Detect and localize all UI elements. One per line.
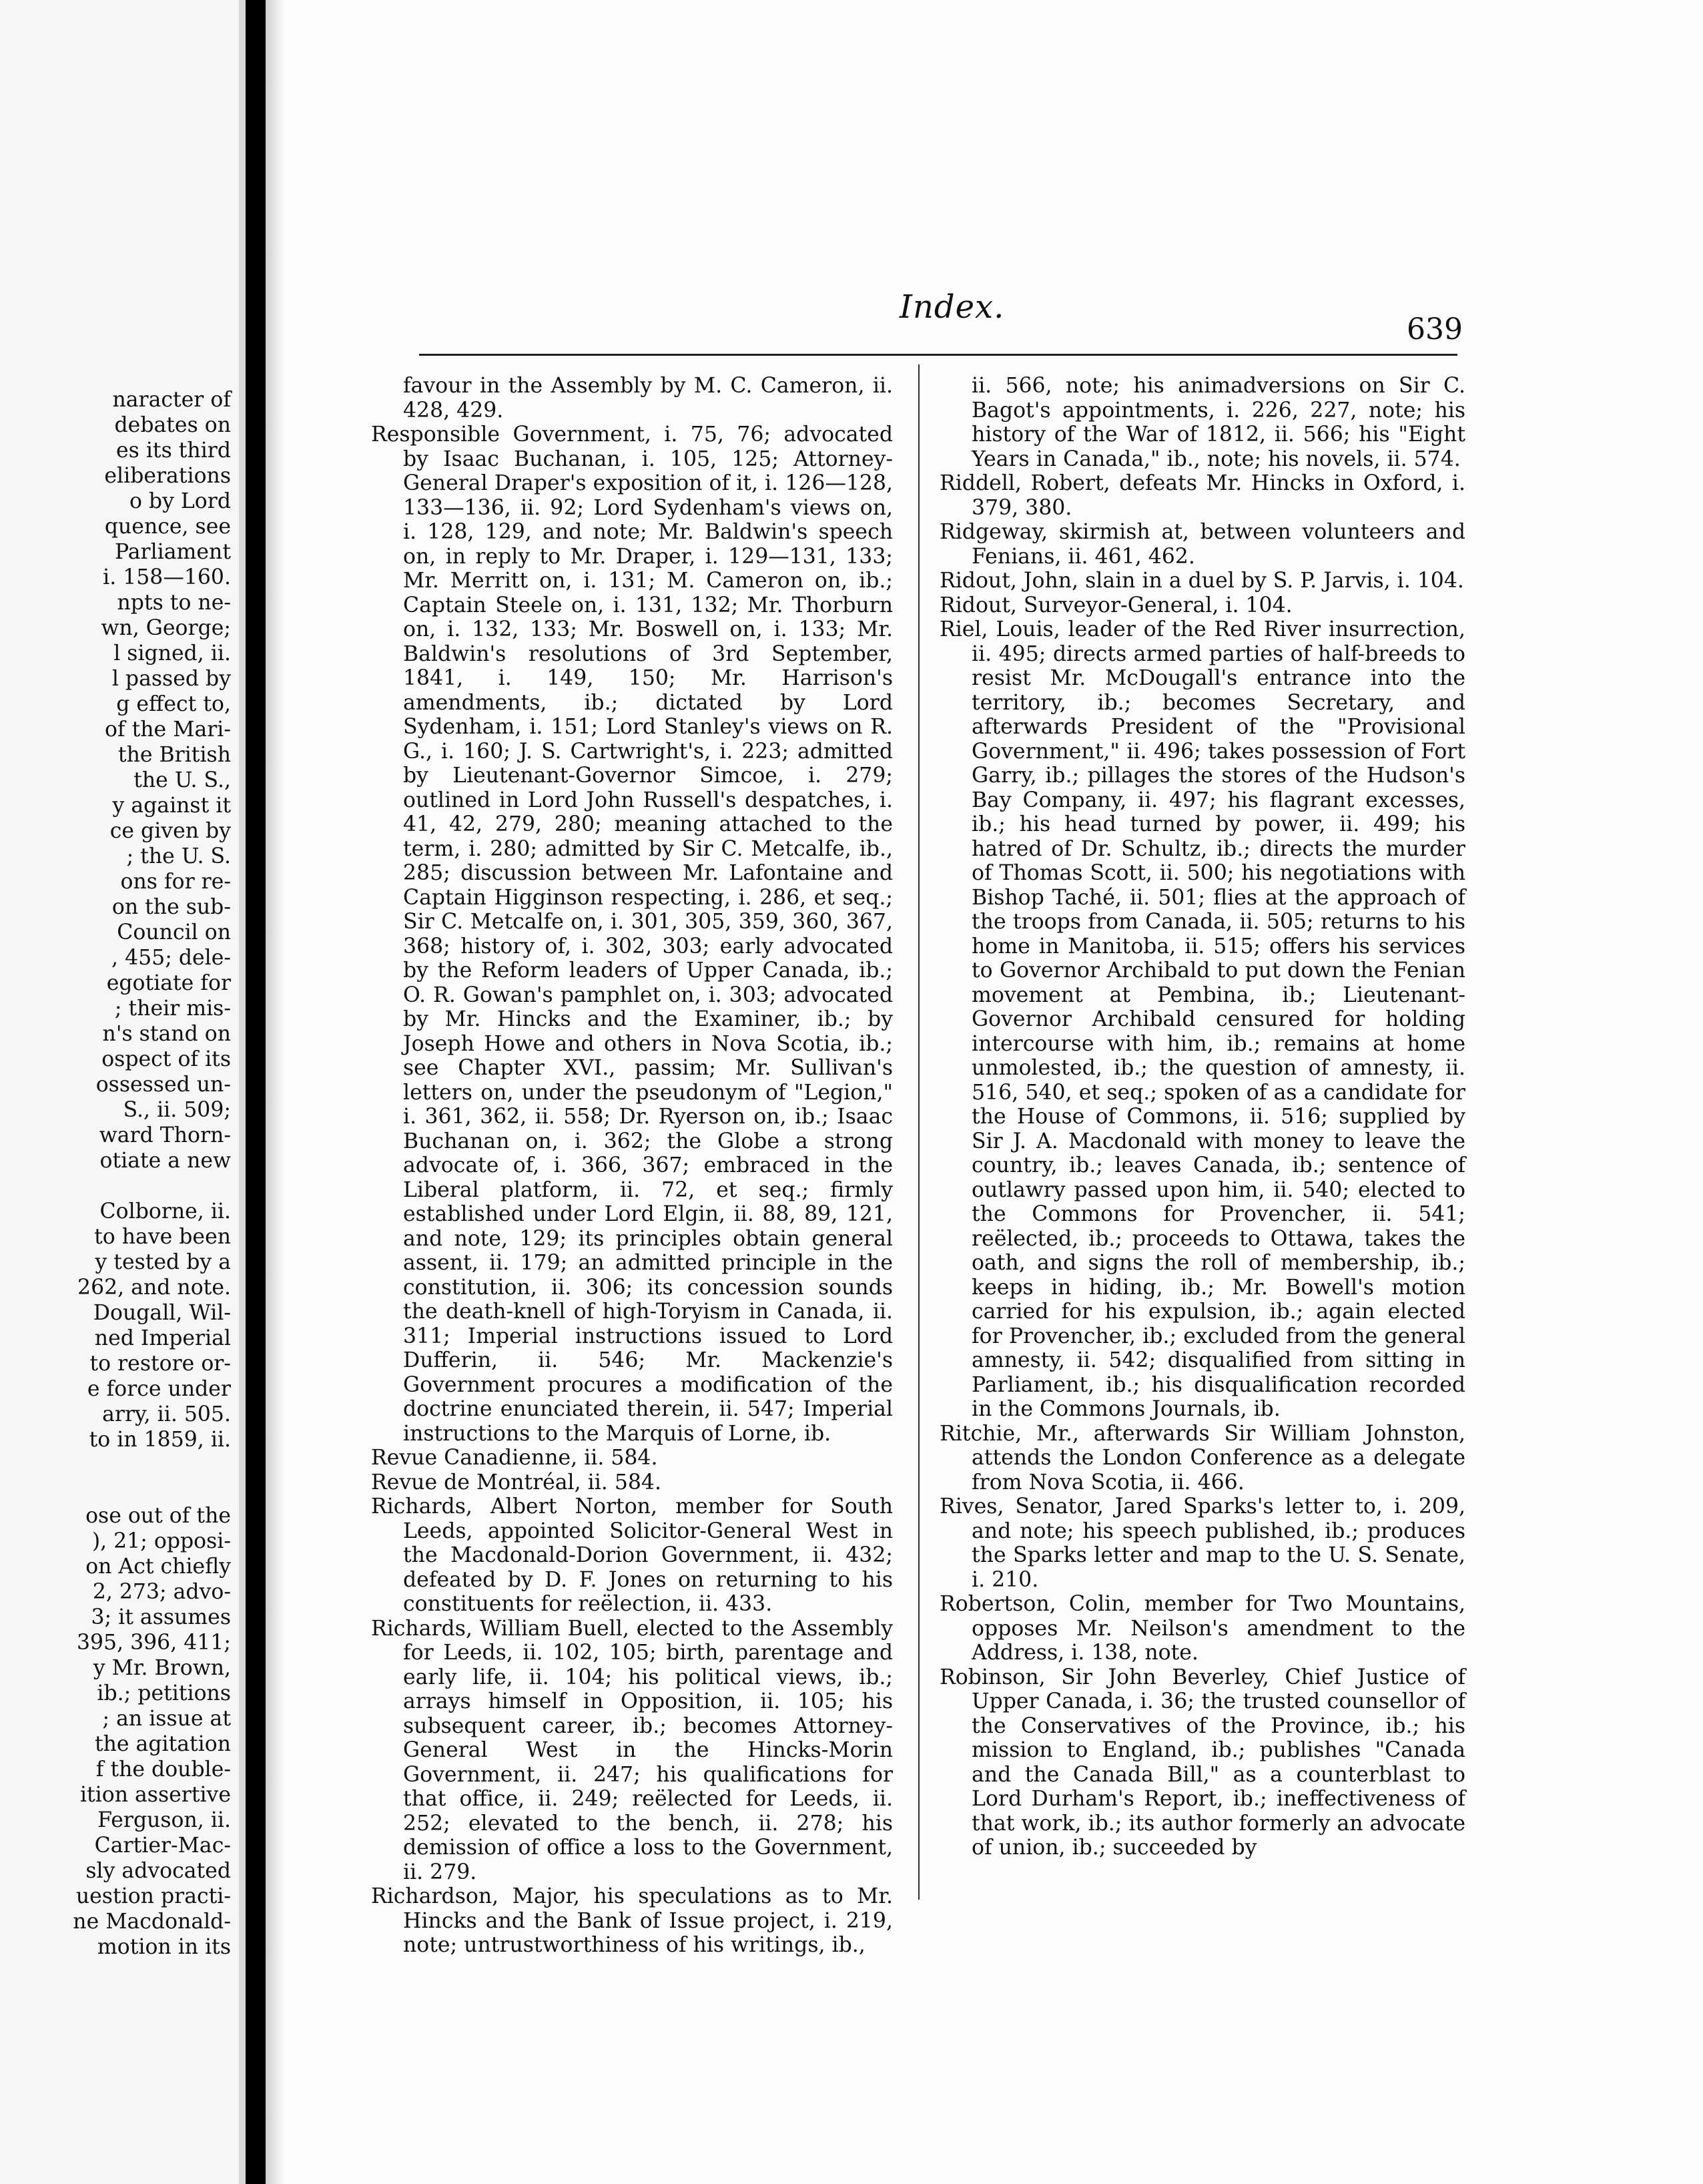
index-entry: Revue Canadienne, ii. 584.	[371, 1446, 658, 1470]
facing-page-line: on the sub-	[111, 895, 231, 919]
index-entry: Rives, Senator, Jared Sparks's letter to, i. 209, and note; his speech published, ib.; produces the Sparks letter and map to the U. S. Senate, i. 210.	[940, 1494, 1465, 1592]
facing-page-line: naracter of	[112, 388, 231, 412]
facing-page-line: i. 158—160.	[103, 565, 231, 589]
facing-page-line	[73, 1173, 231, 1199]
facing-page-line	[73, 1452, 231, 1478]
facing-page-line: on Act chiefly	[85, 1555, 231, 1579]
facing-page-line: f the double-	[95, 1757, 231, 1782]
facing-page-line	[73, 1478, 231, 1503]
index-column-right	[940, 374, 1465, 1860]
facing-page-line: Cartier-Mac-	[94, 1834, 231, 1858]
facing-page-line: otiate a new	[99, 1149, 231, 1173]
index-entry: Ridout, Surveyor-General, i. 104.	[940, 593, 1293, 617]
facing-page-line: ned Imperial	[94, 1326, 231, 1350]
index-entry: ii. 566, note; his animadversions on Sir C. Bagot's appointments, i. 226, 227, note; his history of the War of 1812, ii. 566; his "Eight Years in Canada," ib., note; his novels, ii. 574.	[972, 374, 1465, 471]
facing-page-line: ne Macdonald-	[73, 1910, 231, 1934]
facing-page-line: arry, ii. 505.	[102, 1402, 231, 1426]
facing-page	[0, 0, 246, 2184]
facing-page-line: of the Mari-	[104, 718, 231, 742]
header-rule	[419, 354, 1457, 356]
facing-page-line: eliberations	[104, 464, 231, 488]
index-entry: Ridgeway, skirmish at, between volunteers and Fenians, ii. 461, 462.	[940, 520, 1465, 569]
facing-page-line: uestion practi-	[75, 1884, 231, 1908]
facing-page-line: y Mr. Brown,	[93, 1656, 231, 1680]
index-entry: Ritchie, Mr., afterwards Sir William Johnston, attends the London Conference as a delegate from Nova Scotia, ii. 466.	[940, 1421, 1465, 1494]
facing-page-line: S., ii. 509;	[123, 1098, 231, 1122]
index-entry: Robinson, Sir John Beverley, Chief Justice of Upper Canada, i. 36; the trusted counsellor of the Conservatives of the Province, ib.; his mission to England, ib.; publishes "Canada and the Canada Bill," as a counterblast to Lord Durham's Report, ib.; ineffectiveness of that work, ib.; its author formerly an advocate of union, ib.; succeeded by	[940, 1665, 1465, 1860]
index-entry: Richards, William Buell, elected to the Assembly for Leeds, ii. 102, 105; birth, parentage and early life, ii. 104; his political views, ib.; arrays himself in Opposition, ii. 105; his subsequent career, ib.; becomes Attorney-General West in the Hincks-Morin Government, ii. 247; his qualifications for that office, ii. 249; reëlected for Leeds, ii. 252; elevated to the bench, ii. 278; his demission of office a loss to the Government, ii. 279.	[371, 1616, 893, 1884]
facing-page-line: l signed, ii.	[113, 641, 231, 665]
facing-page-line: the U. S.,	[133, 768, 231, 792]
index-entry: Riel, Louis, leader of the Red River insurrection, ii. 495; directs armed parties of half-breeds to resist Mr. McDougall's entrance into the territory, ib.; becomes Secretary, and afterwards President of the "Provisional Government," ii. 496; takes possession of Fort Garry, ib.; pillages the stores of the Hudson's Bay Company, ii. 497; his flagrant excesses, ib.; his head turned by power, ii. 499; his hatred of Dr. Schultz, ib.; directs the murder of Thomas Scott, ii. 500; his negotiations with Bishop Taché, ii. 501; flies at the approach of the troops from Canada, ii. 505; returns to his home in Manitoba, ii. 515; offers his services to Governor Archibald to put down the Fenian movement at Pembina, ib.; Lieutenant-Governor Archibald censured for holding intercourse with him, ib.; remains at home unmolested, ib.; the question of amnesty, ii. 516, 540, et seq.; spoken of as a candidate for the House of Commons, ii. 516; supplied by Sir J. A. Macdonald with money to leave the country, ib.; leaves Canada, ib.; sentence of outlawry passed upon him, ii. 540; elected to the Commons for Provencher, ii. 541; reëlected, ib.; proceeds to Ottawa, takes the oath, and signs the roll of membership, ib.; keeps in hiding, ib.; Mr. Bowell's motion carried for his expulsion, ib.; again elected for Provencher, ib.; excluded from the general amnesty, ii. 542; disqualified from sitting in Parliament, ib.; his disqualification recorded in the Commons Journals, ib.	[940, 617, 1465, 1421]
index-entry: Richardson, Major, his speculations as to Mr. Hincks and the Bank of Issue project, i. 219, note; untrustworthiness of his writings, ib.,	[371, 1884, 893, 1957]
facing-page-line: Ferguson, ii.	[97, 1808, 231, 1832]
facing-page-line: , 455; dele-	[111, 946, 231, 970]
facing-page-line: l passed by	[111, 667, 231, 691]
page-number: 639	[1407, 312, 1463, 346]
facing-page-line: the agitation	[94, 1732, 231, 1756]
facing-page-line: ose out of the	[85, 1504, 231, 1528]
facing-page-line: to in 1859, ii.	[89, 1428, 231, 1452]
facing-page-line: Colborne, ii.	[99, 1199, 231, 1223]
facing-page-line: 395, 396, 411;	[76, 1631, 231, 1655]
facing-page-line: the British	[117, 743, 231, 767]
facing-page-line: ; an issue at	[102, 1707, 231, 1731]
index-entry: Robertson, Colin, member for Two Mountains, opposes Mr. Neilson's amendment to the Address, i. 138, note.	[940, 1592, 1465, 1665]
facing-page-line: ; their mis-	[114, 997, 231, 1021]
facing-page-line: egotiate for	[106, 971, 231, 995]
facing-page-line: ; the U. S.	[126, 844, 231, 868]
facing-page-line: debates on	[114, 413, 231, 437]
facing-page-line: ons for re-	[120, 870, 231, 894]
facing-page-line: Parliament	[114, 540, 231, 564]
facing-page-line: 262, and note.	[77, 1276, 231, 1300]
index-entry: favour in the Assembly by M. C. Cameron, ii. 428, 429.	[403, 374, 893, 423]
facing-page-line: npts to ne-	[117, 591, 231, 615]
facing-page-line: wn, George;	[101, 616, 231, 640]
index-entry: Responsible Government, i. 75, 76; advocated by Isaac Buchanan, i. 105, 125; Attorney-General Draper's exposition of it, i. 126—128, 133—136, ii. 92; Lord Sydenham's views on, i. 128, 129, and note; Mr. Baldwin's speech on, in reply to Mr. Draper, i. 129—131, 133; Mr. Merritt on, i. 131; M. Cameron on, ib.; Captain Steele on, i. 131, 132; Mr. Thorburn on, i. 132, 133; Mr. Boswell on, i. 133; Mr. Baldwin's resolutions of 3rd September, 1841, i. 149, 150; Mr. Harrison's amendments, ib.; dictated by Lord Sydenham, i. 151; Lord Stanley's views on R. G., i. 160; J. S. Cartwright's, i. 223; admitted by Lieutenant-Governor Simcoe, i. 279; outlined in Lord John Russell's despatches, i. 41, 42, 279, 280; meaning attached to the term, i. 280; admitted by Sir C. Metcalfe, ib., 285; discussion between Mr. Lafontaine and Captain Higginson respecting, i. 286, et seq.; Sir C. Metcalfe on, i. 301, 305, 359, 360, 367, 368; history of, i. 302, 303; early advocated by the Reform leaders of Upper Canada, ib.; O. R. Gowan's pamphlet on, i. 303; advocated by Mr. Hincks and the Examiner, ib.; by Joseph Howe and others in Nova Scotia, ib.; see Chapter XVI., passim; Mr. Sullivan's letters on, under the pseudonym of "Legion," i. 361, 362, ii. 558; Dr. Ryerson on, ib.; Isaac Buchanan on, i. 362; the Globe a strong advocate of, i. 366, 367; embraced in the Liberal platform, ii. 72, et seq.; firmly established under Lord Elgin, ii. 88, 89, 121, and note, 129; its principles obtain general assent, ii. 179; an admitted principle in the constitution, ii. 306; its concession sounds the death-knell of high-Toryism in Canada, ii. 311; Imperial instructions issued to Lord Dufferin, ii. 546; Mr. Mackenzie's Government procures a modification of the doctrine enunciated therein, ii. 547; Imperial instructions to the Marquis of Lorne, ib.	[371, 423, 893, 1446]
facing-page-line: ospect of its	[101, 1047, 231, 1071]
facing-page-line: quence, see	[104, 515, 231, 539]
facing-page-line: g effect to,	[116, 692, 231, 716]
facing-page-line: Dougall, Wil-	[93, 1301, 231, 1325]
facing-page-line: y tested by a	[95, 1250, 231, 1274]
index-entry: Richards, Albert Norton, member for South Leeds, appointed Solicitor-General West in the Macdonald-Dorion Government, ii. 432; defeated by D. F. Jones on returning to his constituents for reëlection, ii. 433.	[371, 1494, 893, 1616]
facing-page-line: es its third	[116, 439, 231, 463]
running-head: Index.	[900, 288, 1005, 326]
facing-page-line: e force under	[87, 1377, 231, 1401]
facing-page-line: to have been	[94, 1225, 231, 1249]
index-entry: Revue de Montréal, ii. 584.	[371, 1470, 661, 1494]
index-entry: Riddell, Robert, defeats Mr. Hincks in Oxford, i. 379, 380.	[940, 471, 1465, 520]
facing-page-line: ce given by	[109, 819, 231, 843]
page-gutter	[239, 0, 246, 2184]
facing-page-line: y against it	[112, 794, 231, 818]
facing-page-line: ward Thorn-	[99, 1123, 231, 1147]
facing-page-line: motion in its	[97, 1935, 231, 1959]
column-divider	[918, 364, 920, 1900]
facing-page-line: to restore or-	[89, 1352, 231, 1376]
facing-page-line: ), 21; opposi-	[91, 1529, 231, 1553]
facing-page-line: n's stand on	[102, 1022, 231, 1046]
facing-page-line: Council on	[117, 920, 231, 944]
facing-page-text	[73, 387, 231, 1960]
facing-page-line: o by Lord	[129, 489, 231, 513]
facing-page-line: sly advocated	[85, 1859, 231, 1883]
facing-page-line: ition assertive	[79, 1783, 231, 1807]
facing-page-line: ossessed un-	[95, 1073, 231, 1097]
facing-page-line: 2, 273; advo-	[92, 1580, 231, 1604]
page-fold-shadow	[266, 0, 284, 2184]
index-entry: Ridout, John, slain in a duel by S. P. Jarvis, i. 104.	[940, 569, 1464, 593]
facing-page-line: 3; it assumes	[91, 1605, 231, 1629]
facing-page-line: ib.; petitions	[97, 1681, 231, 1705]
index-column-left	[371, 374, 893, 1958]
